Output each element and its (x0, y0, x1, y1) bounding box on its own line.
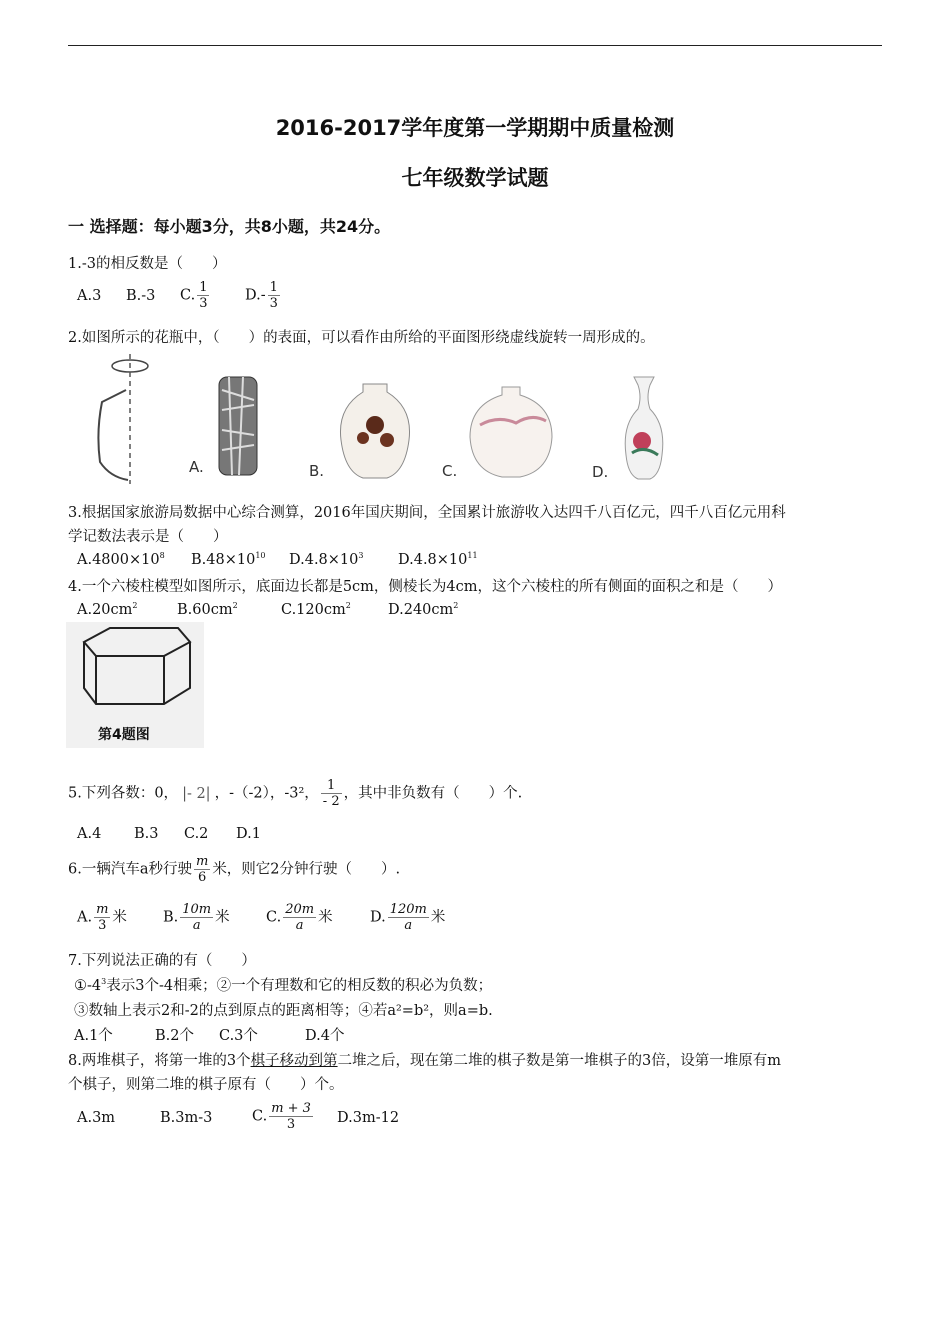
q4-stem: 4.一个六棱柱模型如图所示，底面边长都是5cm，侧棱长为4cm，这个六棱柱的所有侧面的面积之和是（ ） (68, 579, 783, 595)
q4-option-a: $A.20cm^2$ (77, 601, 138, 618)
q1-option-d: D.- $\frac{1}{3}$ (245, 280, 278, 311)
q7-option-a: A.1个 (74, 1028, 113, 1044)
q5-option-d: D.1 (236, 826, 261, 842)
q1-option-a: A.3 (77, 288, 102, 304)
q4-option-b: $B.60cm^2$ (177, 601, 238, 618)
q7-option-b: B.2个 (155, 1028, 194, 1044)
q7-statement-1-2: $①-4^3$表示3个-4相乘；②一个有理数和它的相反数的积必为负数； (74, 977, 493, 994)
header-rule (68, 45, 882, 46)
vase-a-cylinder (217, 375, 259, 477)
q3-option-c: $D.4.8\times 10^3$ (289, 551, 364, 568)
q5-option-a: A.4 (77, 826, 102, 842)
option-c-label: C. (442, 462, 458, 480)
q8-stem-line2: 个棋子，则第二堆的棋子原有（ ）个。 (68, 1077, 344, 1093)
q7-option-d: D.4个 (305, 1028, 345, 1044)
q7-option-c: C.3个 (219, 1028, 258, 1044)
q6-option-b: B. $\frac{10m}{a}$ 米 (163, 902, 230, 933)
q8-stem-line1: 8.两堆棋子，将第一堆的3个棋子移动到第二堆之后，现在第二堆的棋子数是第一堆棋子的3倍，设第一堆原有m (68, 1053, 782, 1069)
vase-c-round (468, 385, 554, 479)
q5-stem: 5.下列各数：0， |- 2| ，-（-2），-3²， $\frac{1}{- 2}$ ，其中非负数有（ ）个. (68, 778, 523, 809)
q8-option-b: B.3m-3 (160, 1110, 213, 1126)
q6-stem: 6.一辆汽车a秒行驶 $\frac{m}{6}$ 米，则它2分钟行驶（ ）. (68, 854, 401, 885)
vase-b-jar (335, 380, 415, 480)
q1-option-c: C. $\frac{1}{3}$ (180, 280, 208, 311)
exam-subtitle: 七年级数学试题 (401, 166, 549, 190)
hexagonal-prism-drawing (66, 622, 204, 722)
q8-option-c: C. $\frac{m + 3}{3}$ (252, 1101, 311, 1132)
q3-option-a: $A.4800\times 10^8$ (77, 551, 165, 568)
section-heading: 一 选择题：每小题3分，共8小题，共24分。 (68, 217, 391, 236)
q3-option-d: $D.4.8\times 10^{11}$ (398, 551, 478, 568)
rotation-profile-figure (88, 352, 158, 487)
option-a-label: A. (189, 458, 204, 476)
hexagonal-prism-figure (66, 622, 204, 748)
q5-option-b: B.3 (134, 826, 159, 842)
q3-stem-line2: 学记数法表示是（ ） (68, 529, 228, 545)
option-d-label: D. (592, 463, 609, 481)
q7-stem: 7.下列说法正确的有（ ） (68, 953, 256, 969)
q1-option-b: B.-3 (126, 288, 156, 304)
q4-option-d: $D.240cm^2$ (388, 601, 459, 618)
q3-option-b: $B.48\times 10^{10}$ (191, 551, 266, 568)
q6-option-c: C. $\frac{20m}{a}$ 米 (266, 902, 333, 933)
figure-caption: 第4题图 (98, 727, 150, 743)
q5-option-c: C.2 (184, 826, 209, 842)
option-b-label: B. (309, 462, 325, 480)
q6-option-a: A. $\frac{m}{3}$ 米 (77, 902, 127, 933)
q1-stem: 1.-3的相反数是（ ） (68, 256, 227, 272)
q8-option-d: D.3m-12 (337, 1110, 400, 1126)
q8-option-a: A.3m (77, 1110, 116, 1126)
q4-option-c: $C.120cm^2$ (281, 601, 351, 618)
exam-title: 2016-2017学年度第一学期期中质量检测 (275, 116, 675, 140)
q7-statement-3-4: ③数轴上表示2和-2的点到原点的距离相等；④若a²=b²，则a=b. (74, 1003, 493, 1019)
q2-stem: 2.如图所示的花瓶中，（ ）的表面，可以看作由所给的平面图形绕虚线旋转一周形成的。 (68, 330, 655, 346)
q6-option-d: D. $\frac{120m}{a}$ 米 (370, 902, 446, 933)
vase-d-tall (620, 375, 668, 481)
q3-stem-line1: 3.根据国家旅游局数据中心综合测算，2016年国庆期间，全国累计旅游收入达四千八百亿元，四千八百亿元用科 (68, 505, 786, 521)
